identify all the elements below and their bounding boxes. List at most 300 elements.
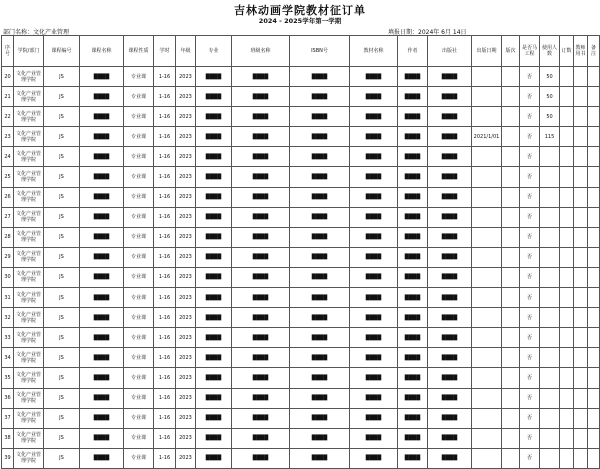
table-cell[interactable] <box>540 388 560 408</box>
table-cell[interactable]: ████ <box>398 308 428 328</box>
table-cell[interactable] <box>472 207 502 227</box>
table-cell[interactable] <box>574 227 588 247</box>
table-cell[interactable]: 文化产业管理学院 <box>14 87 44 107</box>
table-cell[interactable]: JS <box>44 388 80 408</box>
table-cell[interactable] <box>588 388 600 408</box>
table-cell[interactable]: 专业课 <box>124 388 154 408</box>
table-cell[interactable]: ████ <box>196 127 232 147</box>
table-cell[interactable] <box>540 368 560 388</box>
column-header[interactable]: 教师用书 <box>574 36 588 67</box>
table-cell[interactable]: ████ <box>350 448 398 468</box>
table-cell[interactable] <box>502 388 520 408</box>
table-cell[interactable]: 否 <box>520 428 540 448</box>
table-cell[interactable]: JS <box>44 288 80 308</box>
table-cell[interactable]: 1-16 <box>154 187 176 207</box>
table-cell[interactable]: 文化产业管理学院 <box>14 127 44 147</box>
table-cell[interactable]: JS <box>44 127 80 147</box>
table-cell[interactable]: 文化产业管理学院 <box>14 67 44 87</box>
table-cell[interactable] <box>540 167 560 187</box>
table-cell[interactable]: ████ <box>80 267 124 287</box>
table-cell[interactable] <box>472 167 502 187</box>
table-cell[interactable]: ████ <box>80 207 124 227</box>
table-cell[interactable] <box>502 288 520 308</box>
table-cell[interactable]: 24 <box>2 147 14 167</box>
table-cell[interactable]: ████ <box>428 67 472 87</box>
table-cell[interactable] <box>472 348 502 368</box>
table-cell[interactable] <box>472 67 502 87</box>
table-cell[interactable]: ████ <box>196 267 232 287</box>
table-cell[interactable]: ████ <box>232 267 290 287</box>
table-cell[interactable] <box>472 87 502 107</box>
table-cell[interactable]: ████ <box>232 288 290 308</box>
table-cell[interactable]: ████ <box>80 448 124 468</box>
table-cell[interactable] <box>574 87 588 107</box>
table-cell[interactable] <box>472 368 502 388</box>
column-header[interactable]: 课程编号 <box>44 36 80 67</box>
table-cell[interactable] <box>472 247 502 267</box>
table-cell[interactable]: 专业课 <box>124 247 154 267</box>
table-cell[interactable]: ████ <box>350 107 398 127</box>
table-cell[interactable]: ████ <box>80 127 124 147</box>
table-cell[interactable]: ████ <box>232 227 290 247</box>
table-cell[interactable] <box>560 328 574 348</box>
column-header[interactable]: 出版日期 <box>472 36 502 67</box>
table-cell[interactable]: ████ <box>196 227 232 247</box>
table-cell[interactable]: ████ <box>350 368 398 388</box>
table-cell[interactable]: ████ <box>80 227 124 247</box>
table-cell[interactable]: ████ <box>428 288 472 308</box>
table-cell[interactable] <box>588 308 600 328</box>
table-cell[interactable]: ████ <box>196 328 232 348</box>
table-cell[interactable]: ████ <box>350 227 398 247</box>
column-header[interactable]: 序号 <box>2 36 14 67</box>
table-cell[interactable] <box>472 267 502 287</box>
table-cell[interactable]: ████ <box>232 368 290 388</box>
column-header[interactable]: 年级 <box>176 36 196 67</box>
table-cell[interactable]: ████ <box>196 428 232 448</box>
table-cell[interactable]: ████ <box>350 187 398 207</box>
table-cell[interactable] <box>502 308 520 328</box>
table-cell[interactable]: 否 <box>520 348 540 368</box>
table-cell[interactable] <box>560 448 574 468</box>
table-cell[interactable]: 专业课 <box>124 348 154 368</box>
table-cell[interactable]: 25 <box>2 167 14 187</box>
table-cell[interactable]: 2023 <box>176 187 196 207</box>
table-cell[interactable]: 文化产业管理学院 <box>14 408 44 428</box>
table-cell[interactable]: ████ <box>196 388 232 408</box>
table-cell[interactable]: JS <box>44 167 80 187</box>
table-cell[interactable]: 2023 <box>176 207 196 227</box>
table-cell[interactable]: 2023 <box>176 107 196 127</box>
table-cell[interactable] <box>588 187 600 207</box>
table-cell[interactable] <box>574 267 588 287</box>
table-cell[interactable]: ████ <box>196 207 232 227</box>
table-cell[interactable]: 否 <box>520 227 540 247</box>
table-cell[interactable] <box>540 408 560 428</box>
table-cell[interactable] <box>502 107 520 127</box>
table-cell[interactable]: ████ <box>80 308 124 328</box>
table-cell[interactable]: 2023 <box>176 227 196 247</box>
table-cell[interactable]: ████ <box>428 388 472 408</box>
table-cell[interactable]: JS <box>44 247 80 267</box>
table-cell[interactable]: ████ <box>290 267 350 287</box>
table-cell[interactable] <box>472 448 502 468</box>
table-cell[interactable]: 1-16 <box>154 348 176 368</box>
table-cell[interactable]: ████ <box>350 267 398 287</box>
column-header[interactable]: 教材名称 <box>350 36 398 67</box>
table-cell[interactable]: ████ <box>196 308 232 328</box>
table-cell[interactable]: ████ <box>196 448 232 468</box>
table-cell[interactable]: ████ <box>428 408 472 428</box>
table-cell[interactable]: ████ <box>196 147 232 167</box>
table-cell[interactable]: JS <box>44 368 80 388</box>
table-cell[interactable]: 专业课 <box>124 187 154 207</box>
table-cell[interactable]: 2023 <box>176 348 196 368</box>
table-cell[interactable]: 2023 <box>176 67 196 87</box>
table-cell[interactable] <box>574 348 588 368</box>
table-cell[interactable] <box>588 167 600 187</box>
table-cell[interactable]: 2023 <box>176 87 196 107</box>
table-cell[interactable] <box>574 328 588 348</box>
table-cell[interactable]: JS <box>44 207 80 227</box>
table-cell[interactable] <box>502 187 520 207</box>
table-cell[interactable]: 1-16 <box>154 428 176 448</box>
table-cell[interactable] <box>588 328 600 348</box>
table-cell[interactable]: 专业课 <box>124 127 154 147</box>
table-cell[interactable] <box>588 428 600 448</box>
table-cell[interactable] <box>588 267 600 287</box>
table-cell[interactable]: 否 <box>520 247 540 267</box>
table-cell[interactable]: ████ <box>398 87 428 107</box>
table-cell[interactable]: 文化产业管理学院 <box>14 448 44 468</box>
table-cell[interactable]: ████ <box>232 448 290 468</box>
table-cell[interactable]: ████ <box>350 348 398 368</box>
table-cell[interactable]: 否 <box>520 167 540 187</box>
table-cell[interactable]: ████ <box>232 67 290 87</box>
column-header[interactable]: 出版社 <box>428 36 472 67</box>
table-cell[interactable]: 2023 <box>176 127 196 147</box>
table-cell[interactable]: 2023 <box>176 308 196 328</box>
table-cell[interactable]: 2023 <box>176 428 196 448</box>
table-cell[interactable]: 否 <box>520 107 540 127</box>
table-cell[interactable]: JS <box>44 187 80 207</box>
table-cell[interactable]: ████ <box>232 87 290 107</box>
table-cell[interactable] <box>472 388 502 408</box>
table-cell[interactable]: 否 <box>520 87 540 107</box>
table-cell[interactable]: JS <box>44 428 80 448</box>
table-cell[interactable]: 2023 <box>176 267 196 287</box>
table-cell[interactable]: JS <box>44 67 80 87</box>
column-header[interactable]: 课程性质 <box>124 36 154 67</box>
table-cell[interactable]: 文化产业管理学院 <box>14 308 44 328</box>
table-cell[interactable]: 专业课 <box>124 207 154 227</box>
table-cell[interactable]: ████ <box>80 247 124 267</box>
table-cell[interactable] <box>574 247 588 267</box>
table-cell[interactable]: ████ <box>428 87 472 107</box>
table-cell[interactable]: 28 <box>2 227 14 247</box>
table-cell[interactable]: 30 <box>2 267 14 287</box>
table-cell[interactable] <box>560 167 574 187</box>
table-cell[interactable] <box>574 107 588 127</box>
table-cell[interactable]: 文化产业管理学院 <box>14 348 44 368</box>
table-cell[interactable]: 文化产业管理学院 <box>14 368 44 388</box>
table-cell[interactable]: 专业课 <box>124 167 154 187</box>
table-cell[interactable]: 文化产业管理学院 <box>14 207 44 227</box>
table-cell[interactable]: ████ <box>350 87 398 107</box>
table-cell[interactable]: ████ <box>350 247 398 267</box>
table-cell[interactable]: 2021/1/01 <box>472 127 502 147</box>
table-cell[interactable]: 否 <box>520 388 540 408</box>
table-cell[interactable]: JS <box>44 308 80 328</box>
table-cell[interactable] <box>588 288 600 308</box>
column-header[interactable]: 是否马工程 <box>520 36 540 67</box>
table-cell[interactable]: ████ <box>290 227 350 247</box>
table-cell[interactable] <box>540 227 560 247</box>
table-cell[interactable]: 2023 <box>176 167 196 187</box>
table-cell[interactable]: ████ <box>398 408 428 428</box>
table-cell[interactable]: 否 <box>520 267 540 287</box>
table-cell[interactable] <box>588 448 600 468</box>
table-cell[interactable]: ████ <box>232 127 290 147</box>
table-cell[interactable]: JS <box>44 267 80 287</box>
table-cell[interactable]: JS <box>44 147 80 167</box>
table-cell[interactable]: ████ <box>290 348 350 368</box>
table-cell[interactable]: ████ <box>428 207 472 227</box>
table-cell[interactable]: ████ <box>196 288 232 308</box>
table-cell[interactable] <box>574 288 588 308</box>
table-cell[interactable]: 2023 <box>176 328 196 348</box>
table-cell[interactable]: ████ <box>232 147 290 167</box>
table-cell[interactable]: ████ <box>232 328 290 348</box>
table-cell[interactable]: 专业课 <box>124 87 154 107</box>
table-cell[interactable]: 39 <box>2 448 14 468</box>
table-cell[interactable]: 27 <box>2 207 14 227</box>
table-cell[interactable]: 33 <box>2 328 14 348</box>
table-cell[interactable]: 文化产业管理学院 <box>14 227 44 247</box>
table-cell[interactable]: ████ <box>196 247 232 267</box>
table-cell[interactable]: 35 <box>2 368 14 388</box>
table-cell[interactable]: 专业课 <box>124 147 154 167</box>
table-cell[interactable]: ████ <box>290 368 350 388</box>
table-cell[interactable] <box>472 187 502 207</box>
table-cell[interactable]: ████ <box>196 408 232 428</box>
table-cell[interactable]: ████ <box>398 448 428 468</box>
table-cell[interactable]: ████ <box>196 348 232 368</box>
table-cell[interactable]: ████ <box>398 227 428 247</box>
table-cell[interactable]: 1-16 <box>154 247 176 267</box>
table-cell[interactable]: ████ <box>428 147 472 167</box>
table-cell[interactable]: ████ <box>428 348 472 368</box>
table-cell[interactable]: 专业课 <box>124 267 154 287</box>
table-cell[interactable]: 2023 <box>176 388 196 408</box>
table-cell[interactable] <box>502 147 520 167</box>
table-cell[interactable]: 否 <box>520 328 540 348</box>
table-cell[interactable]: ████ <box>196 368 232 388</box>
column-header[interactable]: 课程名称 <box>80 36 124 67</box>
table-cell[interactable]: 1-16 <box>154 87 176 107</box>
table-cell[interactable]: 2023 <box>176 448 196 468</box>
table-cell[interactable]: ████ <box>398 207 428 227</box>
table-cell[interactable]: ████ <box>80 107 124 127</box>
table-cell[interactable]: ████ <box>290 87 350 107</box>
table-cell[interactable]: 专业课 <box>124 448 154 468</box>
table-cell[interactable]: ████ <box>290 408 350 428</box>
table-cell[interactable]: ████ <box>290 167 350 187</box>
table-cell[interactable]: ████ <box>80 147 124 167</box>
table-cell[interactable]: ████ <box>350 288 398 308</box>
table-cell[interactable] <box>560 348 574 368</box>
table-cell[interactable]: 29 <box>2 247 14 267</box>
table-cell[interactable] <box>502 408 520 428</box>
table-cell[interactable] <box>502 87 520 107</box>
table-cell[interactable]: 1-16 <box>154 328 176 348</box>
table-cell[interactable]: 1-16 <box>154 448 176 468</box>
table-cell[interactable] <box>472 328 502 348</box>
table-cell[interactable]: 1-16 <box>154 368 176 388</box>
table-cell[interactable] <box>502 368 520 388</box>
column-header[interactable]: 版次 <box>502 36 520 67</box>
table-cell[interactable] <box>502 328 520 348</box>
table-cell[interactable]: 50 <box>540 107 560 127</box>
table-cell[interactable]: ████ <box>232 428 290 448</box>
table-cell[interactable] <box>502 167 520 187</box>
table-cell[interactable] <box>574 308 588 328</box>
table-cell[interactable]: ████ <box>350 167 398 187</box>
table-cell[interactable]: ████ <box>428 227 472 247</box>
table-cell[interactable] <box>574 167 588 187</box>
table-cell[interactable]: ████ <box>398 368 428 388</box>
table-cell[interactable]: ████ <box>398 328 428 348</box>
table-cell[interactable]: ████ <box>232 107 290 127</box>
table-cell[interactable]: ████ <box>196 67 232 87</box>
table-cell[interactable]: ████ <box>290 107 350 127</box>
table-cell[interactable] <box>588 67 600 87</box>
column-header[interactable]: 专业 <box>196 36 232 67</box>
table-cell[interactable] <box>540 308 560 328</box>
table-cell[interactable]: 26 <box>2 187 14 207</box>
table-cell[interactable]: ████ <box>428 167 472 187</box>
table-cell[interactable]: ████ <box>398 147 428 167</box>
table-cell[interactable] <box>502 428 520 448</box>
table-cell[interactable]: ████ <box>290 127 350 147</box>
table-cell[interactable]: ████ <box>350 207 398 227</box>
table-cell[interactable]: 专业课 <box>124 368 154 388</box>
table-cell[interactable] <box>502 67 520 87</box>
table-cell[interactable] <box>560 368 574 388</box>
table-cell[interactable] <box>574 187 588 207</box>
table-cell[interactable]: ████ <box>428 368 472 388</box>
table-cell[interactable] <box>560 267 574 287</box>
table-cell[interactable]: ████ <box>80 187 124 207</box>
table-cell[interactable]: ████ <box>398 247 428 267</box>
table-cell[interactable]: 1-16 <box>154 408 176 428</box>
table-cell[interactable]: ████ <box>428 267 472 287</box>
table-cell[interactable]: 31 <box>2 288 14 308</box>
table-cell[interactable]: ████ <box>398 127 428 147</box>
table-cell[interactable]: 否 <box>520 187 540 207</box>
table-cell[interactable]: 专业课 <box>124 328 154 348</box>
column-header[interactable]: 学院/部门 <box>14 36 44 67</box>
table-cell[interactable]: 1-16 <box>154 167 176 187</box>
table-cell[interactable]: ████ <box>350 147 398 167</box>
table-cell[interactable]: 23 <box>2 127 14 147</box>
table-cell[interactable]: 否 <box>520 408 540 428</box>
table-cell[interactable]: 否 <box>520 368 540 388</box>
table-cell[interactable] <box>560 308 574 328</box>
table-cell[interactable] <box>502 247 520 267</box>
table-cell[interactable]: ████ <box>232 187 290 207</box>
table-cell[interactable]: ████ <box>80 428 124 448</box>
table-cell[interactable]: JS <box>44 328 80 348</box>
table-cell[interactable]: ████ <box>428 428 472 448</box>
table-cell[interactable]: ████ <box>350 127 398 147</box>
table-cell[interactable] <box>574 127 588 147</box>
table-cell[interactable]: 38 <box>2 428 14 448</box>
table-cell[interactable] <box>574 448 588 468</box>
table-cell[interactable]: 否 <box>520 207 540 227</box>
table-cell[interactable]: ████ <box>232 247 290 267</box>
table-cell[interactable]: 文化产业管理学院 <box>14 388 44 408</box>
table-cell[interactable]: JS <box>44 448 80 468</box>
table-cell[interactable]: ████ <box>290 448 350 468</box>
table-cell[interactable] <box>540 267 560 287</box>
table-cell[interactable] <box>588 247 600 267</box>
table-cell[interactable]: 37 <box>2 408 14 428</box>
table-cell[interactable] <box>588 207 600 227</box>
table-cell[interactable]: 否 <box>520 308 540 328</box>
table-cell[interactable] <box>560 247 574 267</box>
table-cell[interactable] <box>588 107 600 127</box>
table-cell[interactable]: ████ <box>428 308 472 328</box>
table-cell[interactable] <box>588 227 600 247</box>
table-cell[interactable]: 专业课 <box>124 227 154 247</box>
table-cell[interactable]: 1-16 <box>154 127 176 147</box>
table-cell[interactable]: 专业课 <box>124 67 154 87</box>
table-cell[interactable] <box>588 348 600 368</box>
table-cell[interactable]: ████ <box>398 187 428 207</box>
table-cell[interactable]: ████ <box>290 328 350 348</box>
table-cell[interactable] <box>574 388 588 408</box>
table-cell[interactable]: 专业课 <box>124 408 154 428</box>
table-cell[interactable]: 1-16 <box>154 388 176 408</box>
table-cell[interactable] <box>540 348 560 368</box>
table-cell[interactable] <box>574 428 588 448</box>
table-cell[interactable]: ████ <box>290 388 350 408</box>
table-cell[interactable]: ████ <box>290 247 350 267</box>
table-cell[interactable]: 否 <box>520 288 540 308</box>
table-cell[interactable] <box>560 87 574 107</box>
column-header[interactable]: 学时 <box>154 36 176 67</box>
table-cell[interactable] <box>560 288 574 308</box>
table-cell[interactable] <box>472 288 502 308</box>
table-cell[interactable] <box>588 127 600 147</box>
table-cell[interactable]: 36 <box>2 388 14 408</box>
table-cell[interactable] <box>560 127 574 147</box>
table-cell[interactable]: ████ <box>428 127 472 147</box>
table-cell[interactable]: ████ <box>398 167 428 187</box>
table-cell[interactable]: 文化产业管理学院 <box>14 187 44 207</box>
table-cell[interactable]: ████ <box>80 288 124 308</box>
table-cell[interactable]: 1-16 <box>154 227 176 247</box>
column-header[interactable]: ISBN号 <box>290 36 350 67</box>
table-cell[interactable]: 文化产业管理学院 <box>14 267 44 287</box>
table-cell[interactable]: 专业课 <box>124 428 154 448</box>
table-cell[interactable] <box>472 147 502 167</box>
table-cell[interactable]: JS <box>44 348 80 368</box>
table-cell[interactable]: 1-16 <box>154 288 176 308</box>
table-cell[interactable]: 2023 <box>176 288 196 308</box>
table-cell[interactable] <box>588 147 600 167</box>
